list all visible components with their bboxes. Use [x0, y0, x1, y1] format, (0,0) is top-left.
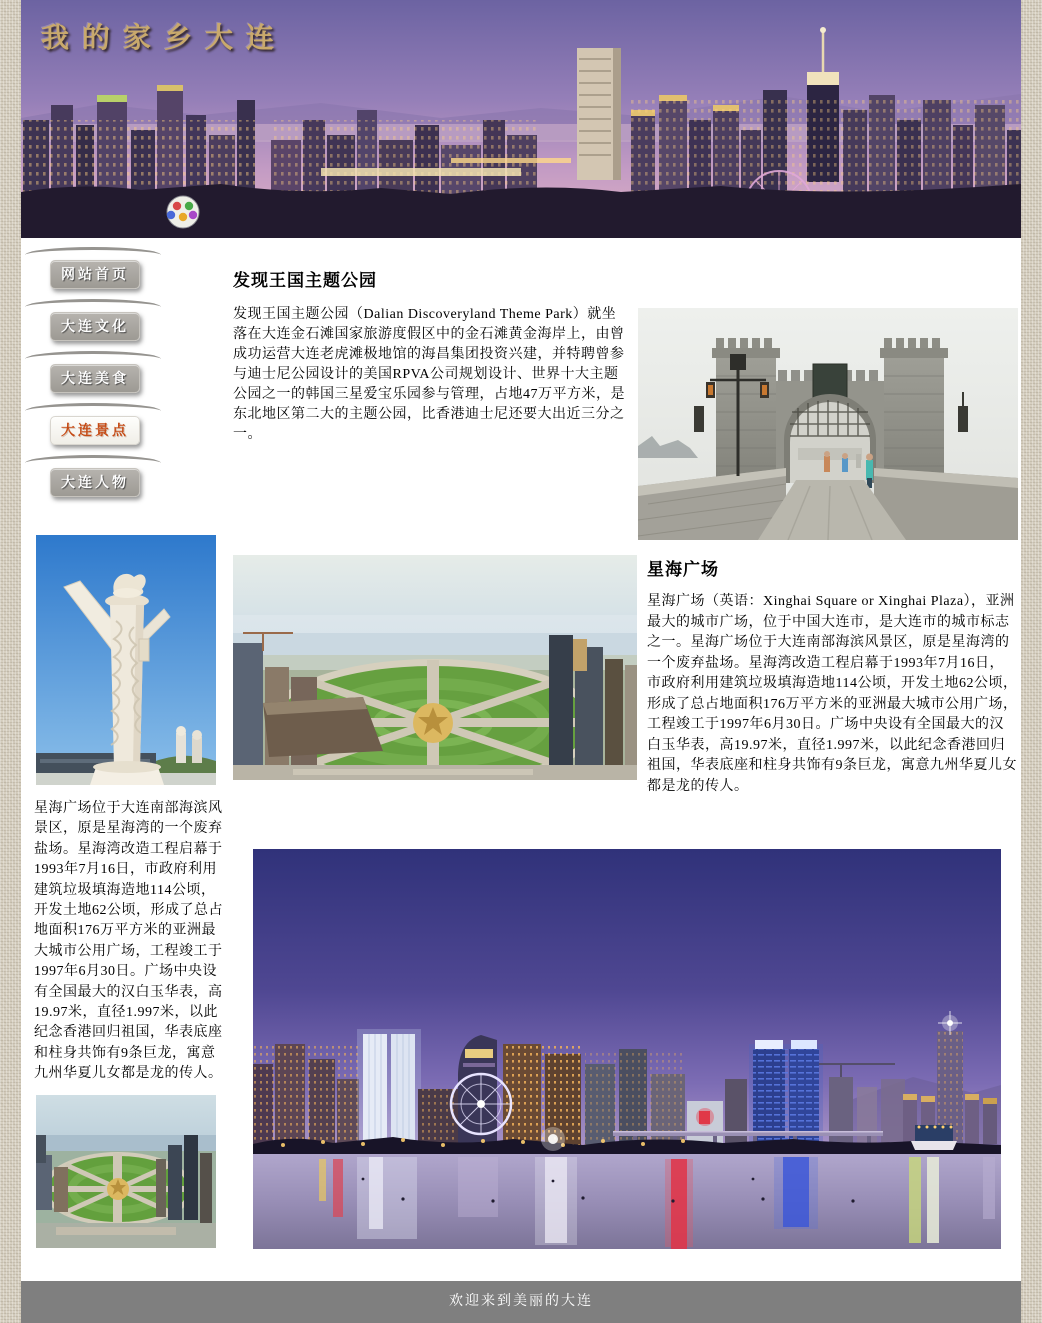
nav-divider-arc: [25, 299, 161, 307]
section-discoveryland: [233, 266, 1018, 548]
plaza-panorama-photo: [36, 1095, 216, 1248]
nav-button-home[interactable]: 网站首页: [50, 260, 140, 289]
castle-gate-photo: [638, 308, 1018, 540]
night-city-photo: [253, 849, 1001, 1249]
footer: [21, 1281, 1021, 1323]
nav-item-culture: [21, 299, 233, 351]
nav-item-home: [21, 247, 233, 299]
nav-button-culture[interactable]: 大连文化: [50, 312, 140, 341]
footer-text: 欢迎来到美丽的大连: [449, 1294, 593, 1309]
content: [21, 238, 1021, 1281]
xinghai-heading: 星海广场: [647, 560, 719, 579]
nav-divider-arc: [25, 351, 161, 359]
nav-button-people[interactable]: 大连人物: [50, 468, 140, 497]
banner: [21, 0, 1021, 238]
xinghai-body: 星海广场（英语：Xinghai Square or Xinghai Plaza），亚洲最大的城市广场，位于中国大连市，是大连市的城市标志之一。星海广场位于大连南部海滨风景区，原是星海湾的一个废弃盐场。星海湾改造工程启幕于1993年7月16日，市政府利用建筑垃圾填海造地114公顷，开发土地62公顷，形成了总占地面积176万平方米的亚洲最大城市公用广场，工程竣工于1997年6月30日。广场中央设有全国最大的汉白玉华表，高19.97米，直径1.997米，以此纪念香港回归祖国，华表底座和柱身共饰有9条巨龙，寓意九州华夏儿女都是龙的传人。: [647, 594, 1018, 794]
sidebar: [21, 238, 233, 1248]
nav-button-food[interactable]: 大连美食: [50, 364, 140, 393]
site-title: 我的家乡大连: [41, 23, 288, 54]
section-xinghai: [233, 555, 1018, 797]
main-column: [233, 238, 1021, 1249]
plaza-aerial-photo: [233, 555, 637, 780]
nav-divider-arc: [25, 247, 161, 255]
nav-button-attractions[interactable]: 大连景点: [50, 416, 140, 445]
nav-item-attractions: [21, 403, 233, 455]
nav-divider-arc: [25, 403, 161, 411]
sidebar-article-text: 星海广场位于大连南部海滨风景区，原是星海湾的一个废弃盐场。星海湾改造工程启幕于1993年7月16日，市政府利用建筑垃圾填海造地114公顷，开发土地62公顷，形成了总占地面积176万平方米的亚洲最大城市公用广场，工程竣工于1997年6月30日。广场中央设有全国最大的汉白玉华表，高19.97米，直径1.997米，以此纪念香港回归祖国，华表底座和柱身共饰有9条巨龙，寓意九州华夏儿女都是龙的传人。: [34, 801, 223, 1082]
huabiao-column-photo: [36, 535, 216, 785]
nav-item-food: [21, 351, 233, 403]
nav-item-people: [21, 455, 233, 507]
main-nav: [21, 247, 233, 507]
discoveryland-heading: 发现王国主题公园: [233, 271, 377, 290]
discoveryland-body: 发现王国主题公园（Dalian Discoveryland Theme Park）就坐落在大连金石滩国家旅游度假区中的金石滩黄金海岸上，由曾成功运营大连老虎滩极地馆的海昌集团投资兴建，并特聘曾参与迪士尼公园设计的美国RPVA公司规划设计、世界十大主题公园之一的韩国三星爱宝乐园参与管理，占地47万平方米，是东北地区第二大的主题公园，比香港迪士尼还要大出近三分之一。: [233, 307, 625, 442]
nav-divider-arc: [25, 455, 161, 463]
page: [21, 0, 1021, 1323]
